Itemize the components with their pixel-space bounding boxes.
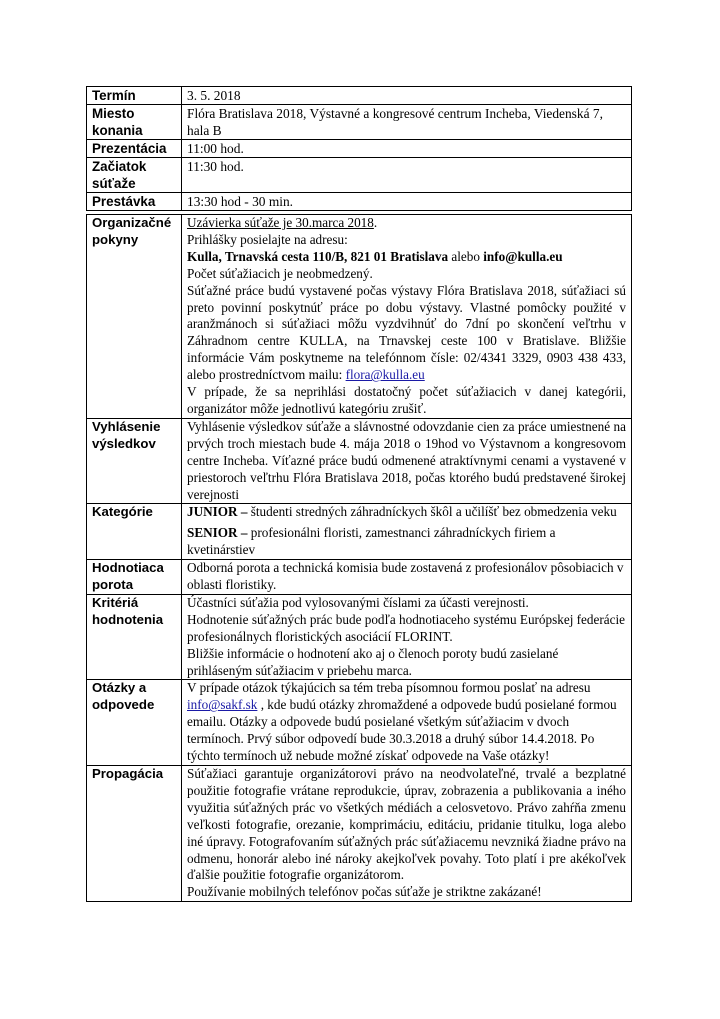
otazky-email-link[interactable]: info@sakf.sk	[187, 697, 258, 713]
kat-label: Kategórie	[87, 504, 182, 560]
table-row	[87, 680, 632, 766]
krit-text-3: Bližšie informácie o hodnotení ako aj o členoch poroty budú zasielané prihláseným súťažiacim v priebehu marca.	[187, 645, 559, 678]
prop-label: Propagácia	[87, 766, 182, 902]
krit-label: Kritériá hodnotenia	[87, 594, 182, 680]
vysl-text: Vyhlásenie výsledkov súťaže a slávnostné odovzdanie cien za práce umiestnené na prvých troch miestach bude 4. mája 2018 o 19hod vo Výstavnom a kongresovom centre Incheba. Víťazné práce budú odmenené atraktívnymi cenami a vystavené v priestoroch veľtrhu Flóra Bratislava 2018, počas ktorého budú predstavené širokej verejnosti	[182, 418, 632, 504]
org-deadline: Uzávierka súťaže je 30.marca 2018	[187, 215, 374, 230]
kat-senior-text: profesionálni floristi, zamestnanci záhradníckych firiem a kvetinárstiev	[187, 525, 556, 558]
otazky-label: Otázky a odpovede	[87, 680, 182, 766]
org-cancel: V prípade, že sa neprihlási dostatočný počet súťažiacich v danej kategórii, organizátor môže jednotlivú kategóriu zrušiť.	[187, 384, 626, 416]
miesto-value: Flóra Bratislava 2018, Výstavné a kongresové centrum Incheba, Viedenská 7, hala B	[182, 105, 632, 140]
table-row	[87, 140, 632, 158]
otazky-text-a: V prípade otázok týkajúcich sa tém treba písomnou formou poslať na adresu	[187, 680, 591, 696]
otazky-text-b: , kde budú otázky zhromaždené a odpovede budú posielané formou emailu. Otázky a odpovede budú posielané všetkým súťažiacim v dvoch termínoch. Prvý súbor odpovedí bude 30.3.2018 a druhý súbor 14.4.2018. Po týchto termínoch už nebude možné získať odpovede na Vaše otázky!	[187, 697, 617, 764]
table-row	[87, 105, 632, 140]
zaciatok-value: 11:30 hod.	[182, 158, 632, 193]
org-mail-link[interactable]: flora@kulla.eu	[345, 367, 425, 383]
org-exhibit: Súťažné práce budú vystavené počas výstavy Flóra Bratislava 2018, súťažiaci sú preto povinní poskytnúť práce po dobu výstavy. Vlastné pomôcky použité v aranžmánoch si súťažiaci môžu vyzdvihnúť do 7dní po skončení veľtrhu v Záhradnom centre KULLA, na Trnavskej ceste 100 v Bratislave. Bližšie informácie Vám poskytneme na telefónnom čísle: 02/4341 3329, 0903 438 433, alebo prostredníctvom mailu:	[187, 282, 626, 383]
org-label: Organizačné pokyny	[87, 215, 182, 419]
schedule-table	[86, 86, 632, 211]
org-send: Prihlášky posielajte na adresu:	[187, 231, 348, 247]
krit-text-2: Hodnotenie súťažných prác bude podľa hodnotiaceho systému Európskej federácie profesionálnych floristických asociácií FLORINT.	[187, 611, 625, 644]
miesto-label: Miesto konania	[87, 105, 182, 140]
prezentacia-value: 11:00 hod.	[182, 140, 632, 158]
table-row	[87, 193, 632, 211]
vysl-label: Vyhlásenie výsledkov	[87, 418, 182, 504]
krit-content	[182, 594, 632, 680]
org-email: info@kulla.eu	[483, 248, 563, 264]
table-row	[87, 594, 632, 680]
table-row	[87, 766, 632, 902]
porota-label: Hodnotiaca porota	[87, 560, 182, 595]
prop-text-1: Súťažiaci garantuje organizátorovi právo na neodvolateľné, trvalé a bezplatné použitie fotografie vrátane reprodukcie, úprav, zobrazenia a publikovania a iného využitia súťažných prác vo všetkých médiách a celosvetovo. Právo zahŕňa zmenu veľkosti fotografie, orezanie, komprimáciu, editáciu, pridanie titulku, loga alebo iné úpravy. Fotografovaním súťažných prác súťažiacemu nevzniká žiadne právo na odmenu, honorár alebo iné nároky akejkoľvek povahy. Toto platí i pre akékoľvek ďalšie použitie fotografie organizátorom.	[187, 766, 626, 883]
table-row	[87, 560, 632, 595]
org-count: Počet súťažiacich je neobmedzený.	[187, 265, 373, 281]
kat-senior-name: SENIOR –	[187, 525, 248, 541]
org-content	[182, 215, 632, 419]
org-deadline-dot: .	[373, 215, 378, 230]
details-table	[86, 214, 632, 902]
termin-label: Termín	[87, 87, 182, 105]
prestavka-label: Prestávka	[87, 193, 182, 211]
kat-junior-text: študenti stredných záhradníckych škôl a učilíšť bez obmedzenia veku	[247, 504, 617, 520]
zaciatok-label: Začiatok súťaže	[87, 158, 182, 193]
table-row	[87, 87, 632, 105]
otazky-content	[182, 680, 632, 766]
prop-text-2: Používanie mobilných telefónov počas súťaže je striktne zakázané!	[187, 884, 542, 900]
prop-content	[182, 766, 632, 902]
org-or: alebo	[448, 248, 484, 264]
table-row	[87, 158, 632, 193]
table-row	[87, 215, 632, 419]
prezentacia-label: Prezentácia	[87, 140, 182, 158]
kat-content	[182, 504, 632, 560]
kat-junior-name: JUNIOR –	[187, 504, 248, 520]
org-address: Kulla, Trnavská cesta 110/B, 821 01 Bratislava	[187, 248, 449, 264]
termin-value: 3. 5. 2018	[182, 87, 632, 105]
table-row	[87, 418, 632, 504]
porota-text: Odborná porota a technická komisia bude zostavená z profesionálov pôsobiacich v oblasti floristiky.	[182, 560, 632, 595]
krit-text-1: Účastníci súťažia pod vylosovanými číslami za účasti verejnosti.	[187, 594, 529, 610]
prestavka-value: 13:30 hod - 30 min.	[182, 193, 632, 211]
table-row	[87, 504, 632, 560]
